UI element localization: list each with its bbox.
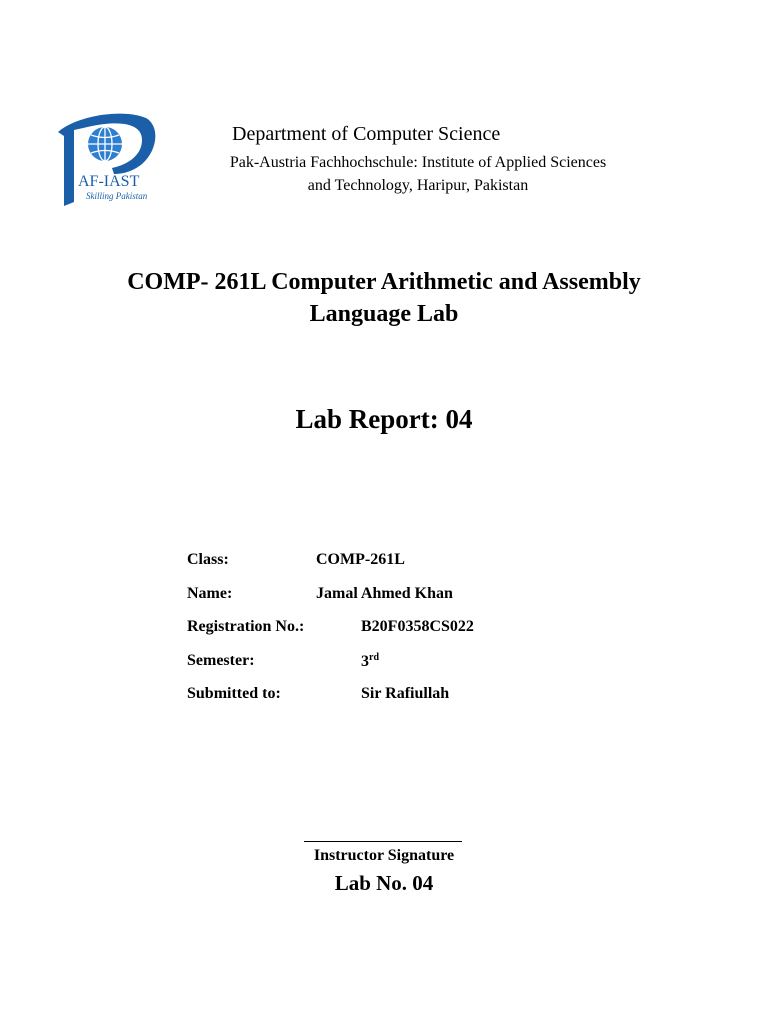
course-title — [60, 266, 708, 330]
logo-graphic — [52, 110, 160, 210]
report-title: Lab Report: 04 — [295, 404, 473, 434]
institute-name — [190, 151, 646, 197]
submitted-label: Submitted to: — [187, 685, 281, 702]
instructor-signature-label: Instructor Signature — [313, 847, 455, 864]
name-label: Name: — [187, 585, 233, 602]
semester-label: Semester: — [187, 652, 255, 669]
class-value: COMP-261L — [316, 551, 405, 568]
department-title: Department of Computer Science — [232, 123, 501, 145]
signature-line — [304, 841, 462, 842]
registration-label: Registration No.: — [187, 618, 305, 635]
semester-value — [361, 652, 379, 671]
name-value: Jamal Ahmed Khan — [316, 585, 453, 602]
semester-suffix: rd — [369, 652, 379, 663]
institute-logo — [52, 110, 160, 210]
logo-text: AF-IAST — [78, 173, 140, 190]
class-label: Class: — [187, 551, 229, 568]
logo-tagline: Skilling Pakistan — [86, 191, 148, 201]
institute-line-1: Pak-Austria Fachhochschule: Institute of Applied Sciences — [229, 154, 607, 171]
registration-value: B20F0358CS022 — [361, 618, 474, 635]
institute-line-2: and Technology, Haripur, Pakistan — [307, 177, 529, 194]
globe-icon — [88, 127, 122, 161]
semester-number: 3 — [361, 653, 369, 670]
course-title-line-1: COMP- 261L Computer Arithmetic and Assembly — [127, 269, 641, 295]
course-title-line-2: Language Lab — [309, 301, 459, 327]
lab-number: Lab No. 04 — [334, 871, 434, 895]
submitted-value: Sir Rafiullah — [361, 685, 450, 702]
